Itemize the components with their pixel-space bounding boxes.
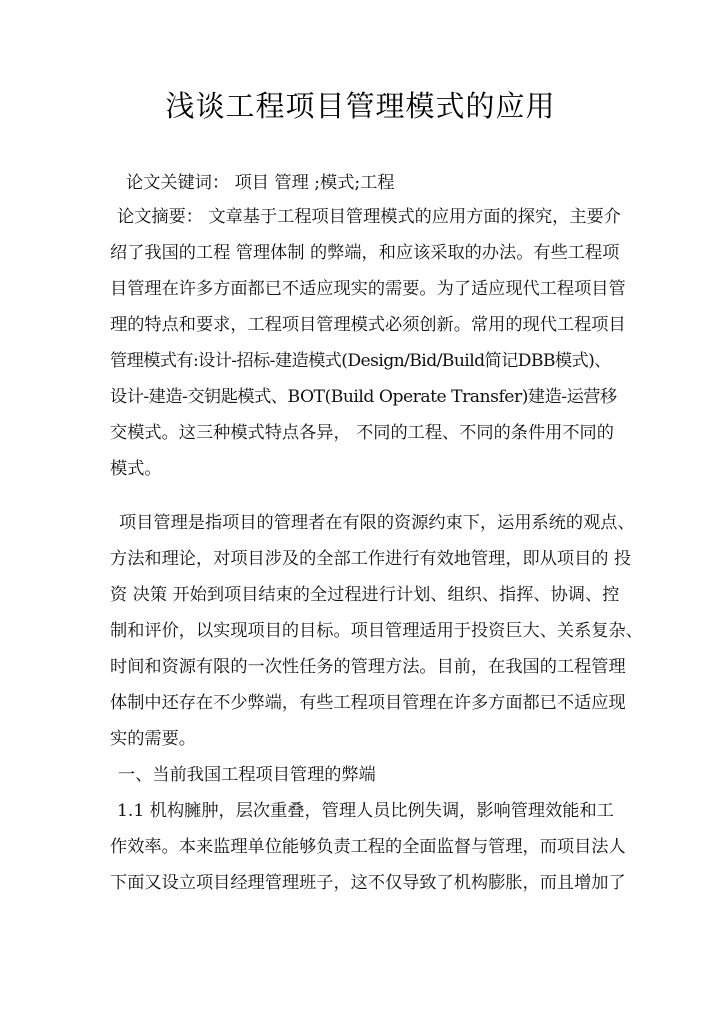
paragraph-line: 体制中还存在不少弊端，有些工程项目管理在许多方面都已不适应现 [110,693,626,713]
subsection-line: 作效率。本来监理单位能够负责工程的全面监督与管理，而项目法人 [110,837,626,857]
paragraph-line: 资 决策 开始到项目结束的全过程进行计划、组织、指挥、协调、控 [110,585,620,605]
abstract-line: 管理模式有:设计-招标-建造模式(Design/Bid/Build简记DBB模式)、 [110,351,611,371]
abstract-line: 绍了我国的工程 管理体制 的弊端，和应该采取的办法。有些工程项 [110,243,620,263]
paragraph-line: 项目管理是指项目的管理者在有限的资源约束下，运用系统的观点、 [119,513,635,533]
section-heading: 一、当前我国工程项目管理的弊端 [118,765,376,785]
abstract-line: 模式。 [110,459,162,479]
abstract-line: 目管理在许多方面都已不适应现实的需要。为了适应现代工程项目管 [110,279,626,299]
paragraph-line: 方法和理论，对项目涉及的全部工作进行有效地管理，即从项目的 投 [110,549,632,569]
abstract-line: 理的特点和要求，工程项目管理模式必须创新。常用的现代工程项目 [110,315,626,335]
keywords-line: 论文关键词： 项目 管理 ;模式;工程 [126,173,395,193]
paragraph-line: 时间和资源有限的一次性任务的管理方法。目前，在我国的工程管理 [110,657,626,677]
subsection-line: 下面又设立项目经理管理班子，这不仅导致了机构膨胀，而且增加了 [110,873,626,893]
abstract-line: 设计-建造-交钥匙模式、BOT(Build Operate Transfer)建造-运营移 [110,387,617,407]
document-title: 浅谈工程项目管理模式的应用 [165,89,556,123]
abstract-line: 论文摘要： 文章基于工程项目管理模式的应用方面的探究，主要介 [117,207,621,227]
subsection-line: 1.1 机构臃肿，层次重叠，管理人员比例失调，影响管理效能和工 [117,801,614,821]
paragraph-line: 实的需要。 [110,729,196,749]
paragraph-line: 制和评价，以实现项目的目标。项目管理适用于投资巨大、关系复杂、 [110,621,643,641]
abstract-line: 交模式。这三种模式特点各异， 不同的工程、不同的条件用不同的 [110,423,614,443]
